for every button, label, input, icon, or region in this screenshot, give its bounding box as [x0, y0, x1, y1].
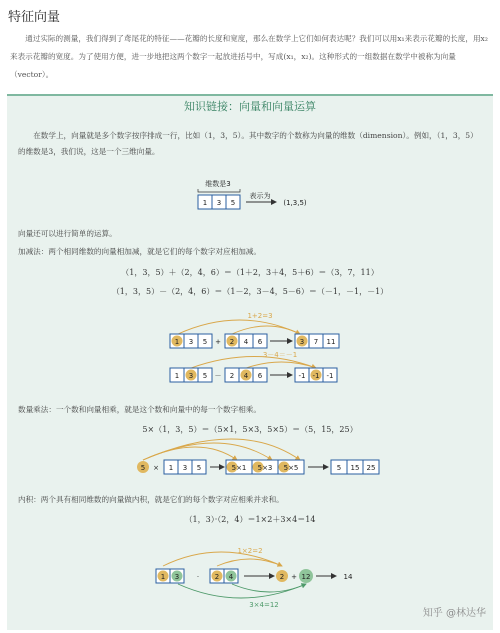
sub-r-2: -1	[312, 372, 320, 380]
paragraph-ops: 向量还可以进行简单的运算。	[18, 229, 117, 238]
subtraction-diagram	[170, 351, 337, 382]
add-r-1: 3	[299, 338, 305, 346]
add-b-3: 6	[257, 338, 263, 346]
paragraph-dot: 内积：两个具有相同维数的向量做内积，就是它们的每个数字对应相乘并求和。	[18, 495, 284, 504]
scalar-v-1: 1	[168, 464, 174, 472]
add-a-3: 5	[202, 338, 208, 346]
dot-plus: +	[291, 573, 297, 581]
scalar-v-2: 3	[182, 464, 188, 472]
dim-cell-2: 3	[216, 199, 222, 207]
dimension-diagram	[198, 179, 307, 209]
dim-arrow-label: 表示为	[249, 192, 271, 200]
scalar-diagram	[137, 439, 379, 474]
add-r-2: 7	[313, 338, 319, 346]
intro-paragraph: 通过实际的测量，我们得到了鸢尾花的特征——花瓣的长度和宽度，那么在数学上它们如何表达呢？我们可以用x₁来表示花瓣的长度，用x₂来表示花瓣的宽度。为了使用方便，进一步地把这两个数字一起放进括号中，写成(x₁，x₂)。这种形式的一组数据在数学中被称为向量（vector）。	[10, 34, 488, 79]
dot-op: ·	[196, 573, 200, 581]
dot-result: 14	[343, 573, 353, 581]
scalar-e-3: 5×5	[283, 464, 299, 472]
sub-a-3: 5	[202, 372, 208, 380]
dot-partial-a: 2	[279, 573, 285, 581]
add-r-3: 11	[326, 338, 336, 346]
scalar-r-2: 15	[350, 464, 360, 472]
scalar-e-2: 5×3	[257, 464, 273, 472]
paragraph-scalar: 数量乘法：一个数和向量相乘，就是这个数和向量中的每一个数字相乘。	[18, 405, 261, 414]
section-title: 特征向量	[8, 10, 61, 25]
dot-a-2: 3	[174, 573, 180, 581]
sub-top-label: 3－4＝－1	[262, 351, 298, 359]
dim-label: 维数是3	[205, 180, 231, 188]
dot-top-label: 1×2=2	[237, 547, 263, 555]
dim-result: (1,3,5)	[283, 199, 307, 207]
paragraph-vector-def: 在数学上，向量就是多个数字按序排成一行，比如（1，3，5）。其中数字的个数称为向量的维数（dimension）。例如，（1，3，5）的维数是3，我们说，这是一个三维向量。	[18, 131, 478, 156]
dim-cell-3: 5	[230, 199, 236, 207]
dot-partial-b: 12	[301, 573, 311, 581]
scalar-op: ×	[153, 464, 159, 472]
dot-b-1: 2	[214, 573, 220, 581]
scalar-e-1: 5×1	[231, 464, 247, 472]
scalar-v-3: 5	[196, 464, 202, 472]
sub-a-2: 3	[188, 372, 194, 380]
equation-scalar: 5×（1，3，5）＝（5×1，5×3，5×5）＝（5，15，25）	[142, 425, 358, 434]
scalar-r-3: 25	[366, 464, 376, 472]
sub-r-3: -1	[326, 372, 334, 380]
paragraph-add-sub: 加减法：两个相同维数的向量相加减，就是它们的每个数字对应相加减。	[18, 247, 261, 256]
addition-diagram	[170, 312, 339, 348]
dot-bottom-label: 3×4=12	[249, 601, 279, 609]
sub-r-1: -1	[298, 372, 306, 380]
sub-op: －	[214, 372, 222, 380]
scalar-r-1: 5	[336, 464, 342, 472]
add-op: +	[215, 338, 221, 346]
add-a-2: 3	[188, 338, 194, 346]
sub-a-1: 1	[174, 372, 180, 380]
sub-b-2: 4	[243, 372, 249, 380]
add-top-label: 1+2=3	[247, 312, 273, 320]
dim-cell-1: 1	[202, 199, 208, 207]
equation-add: （1，3，5）＋（2，4，6）＝（1＋2，3＋4，5＋6）＝（3，7，11）	[121, 268, 379, 277]
box-title: 知识链接：向量和向量运算	[184, 100, 316, 113]
equation-dot: （1，3）·（2，4）＝1×2＋3×4＝14	[184, 515, 316, 524]
dot-a-1: 1	[160, 573, 166, 581]
add-b-2: 4	[243, 338, 249, 346]
add-b-1: 2	[229, 338, 235, 346]
sub-b-1: 2	[229, 372, 235, 380]
watermark: 知乎 @林达华	[422, 608, 486, 619]
equation-sub: （1，3，5）－（2，4，6）＝（1－2，3－4，5－6）＝（－1，－1，－1）	[111, 287, 389, 296]
dot-b-2: 4	[228, 573, 234, 581]
scalar-value: 5	[140, 464, 146, 472]
sub-b-3: 6	[257, 372, 263, 380]
add-a-1: 1	[174, 338, 180, 346]
dot-product-diagram	[156, 547, 353, 609]
